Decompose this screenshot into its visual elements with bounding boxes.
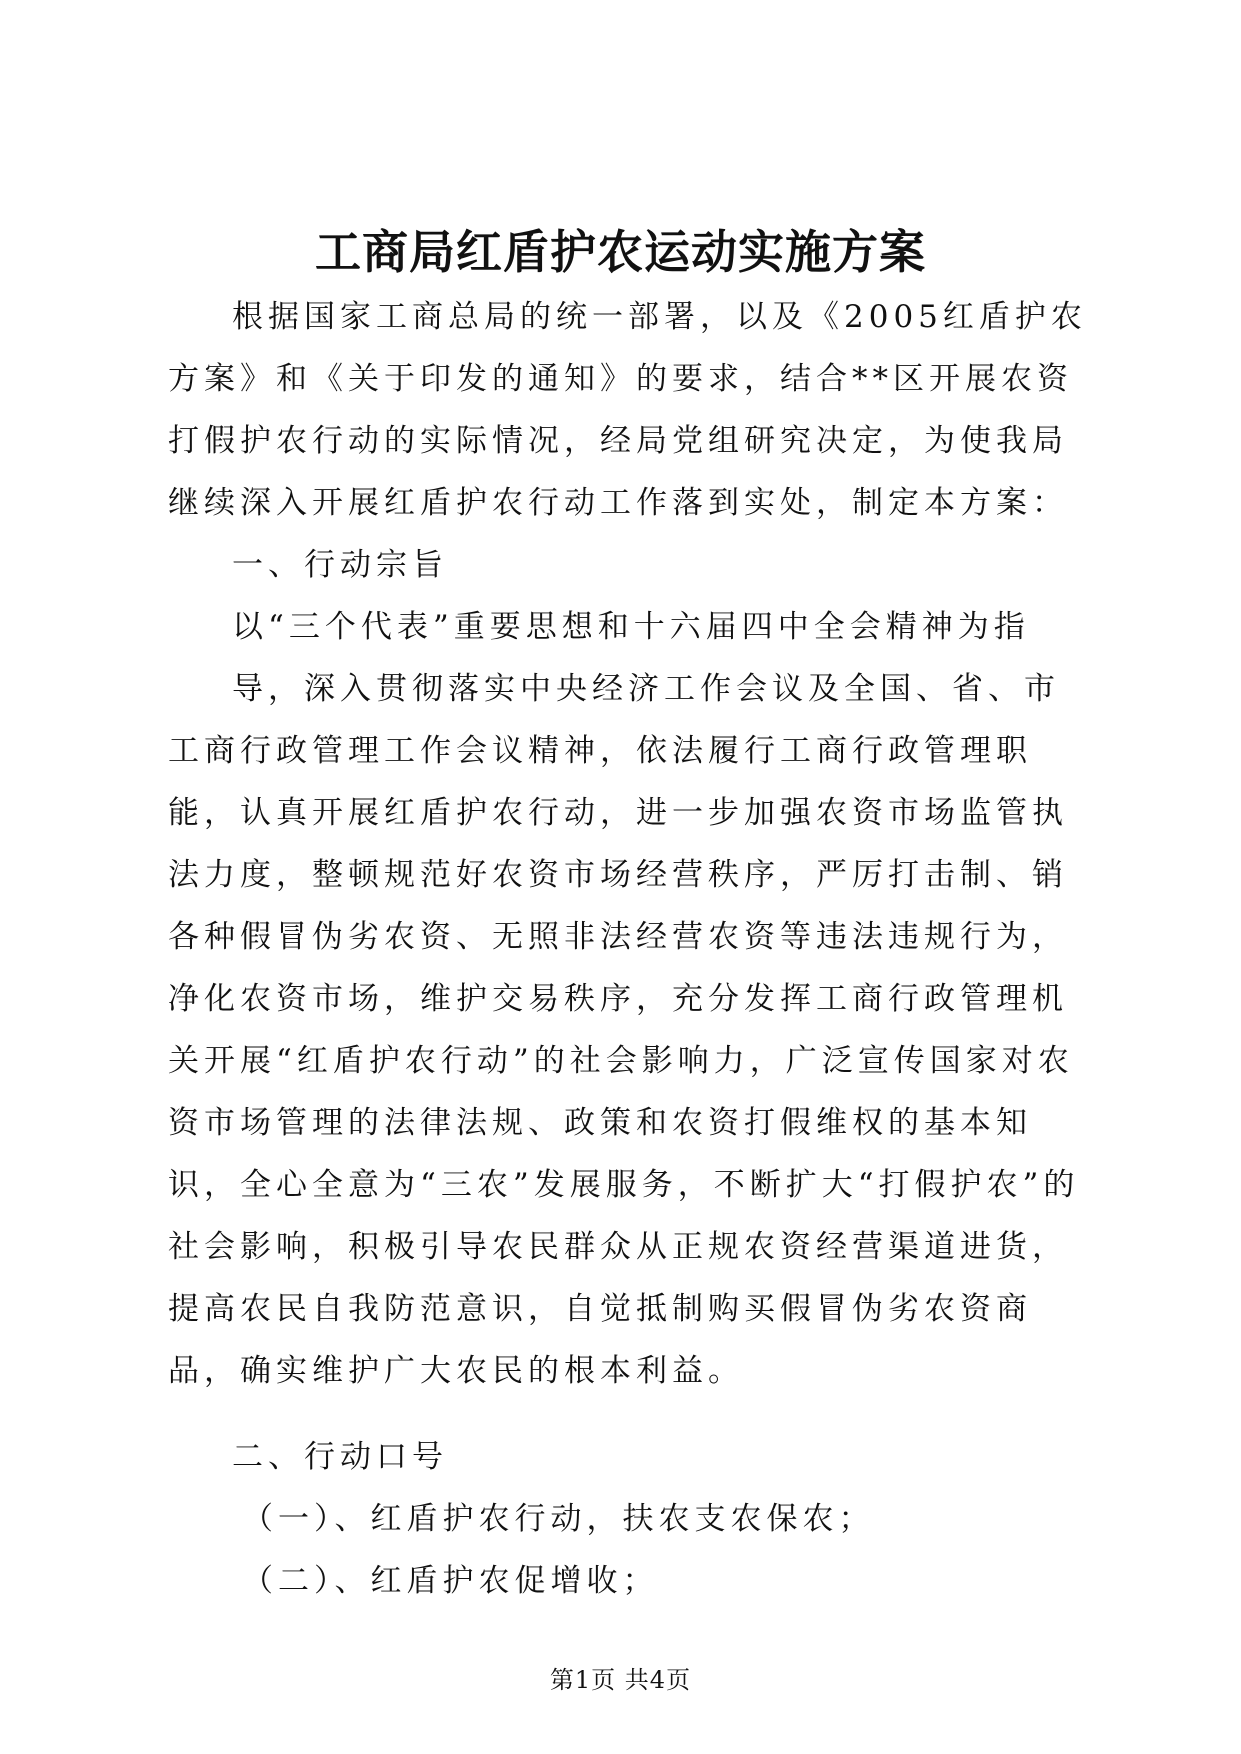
section-heading-purpose: 一、行动宗旨 (232, 547, 448, 583)
purpose-paragraph-start: 以“三个代表”重要思想和十六届四中全会精神为指 (232, 609, 1030, 645)
slogan-item-1: （一）、红盾护农行动，扶农支农保农； (242, 1501, 875, 1537)
intro-paragraph: 根据国家工商总局的统一部署，以及《2005红盾护农方案》和《关于印发的通知》的要求，结合**区开展农资打假护农行动的实际情况，经局党组研究决定，为使我局继续深入开展红盾护农行动工作落到实处，制定本方案： (168, 299, 1087, 521)
document-body (168, 286, 1090, 1612)
document-title: 工商局红盾护农运动实施方案 (315, 225, 926, 279)
purpose-paragraph: 导，深入贯彻落实中央经济工作会议及全国、省、市工商行政管理工作会议精神，依法履行工商行政管理职能，认真开展红盾护农行动，进一步加强农资市场监管执法力度，整顿规范好农资市场经营秩序，严厉打击制、销各种假冒伪劣农资、无照非法经营农资等违法违规行为，净化农资市场，维护交易秩序，充分发挥工商行政管理机关开展“红盾护农行动”的社会影响力，广泛宣传国家对农资市场管理的法律法规、政策和农资打假维权的基本知识，全心全意为“三农”发展服务，不断扩大“打假护农”的社会影响，积极引导农民群众从正规农资经营渠道进货，提高农民自我防范意识，自觉抵制购买假冒伪劣农资商品，确实维护广大农民的根本利益。 (168, 671, 1080, 1389)
page-footer: 第1页 共4页 (549, 1666, 692, 1694)
section-heading-slogan: 二、行动口号 (232, 1439, 448, 1475)
slogan-item-2: （二）、红盾护农促增收； (242, 1563, 659, 1599)
